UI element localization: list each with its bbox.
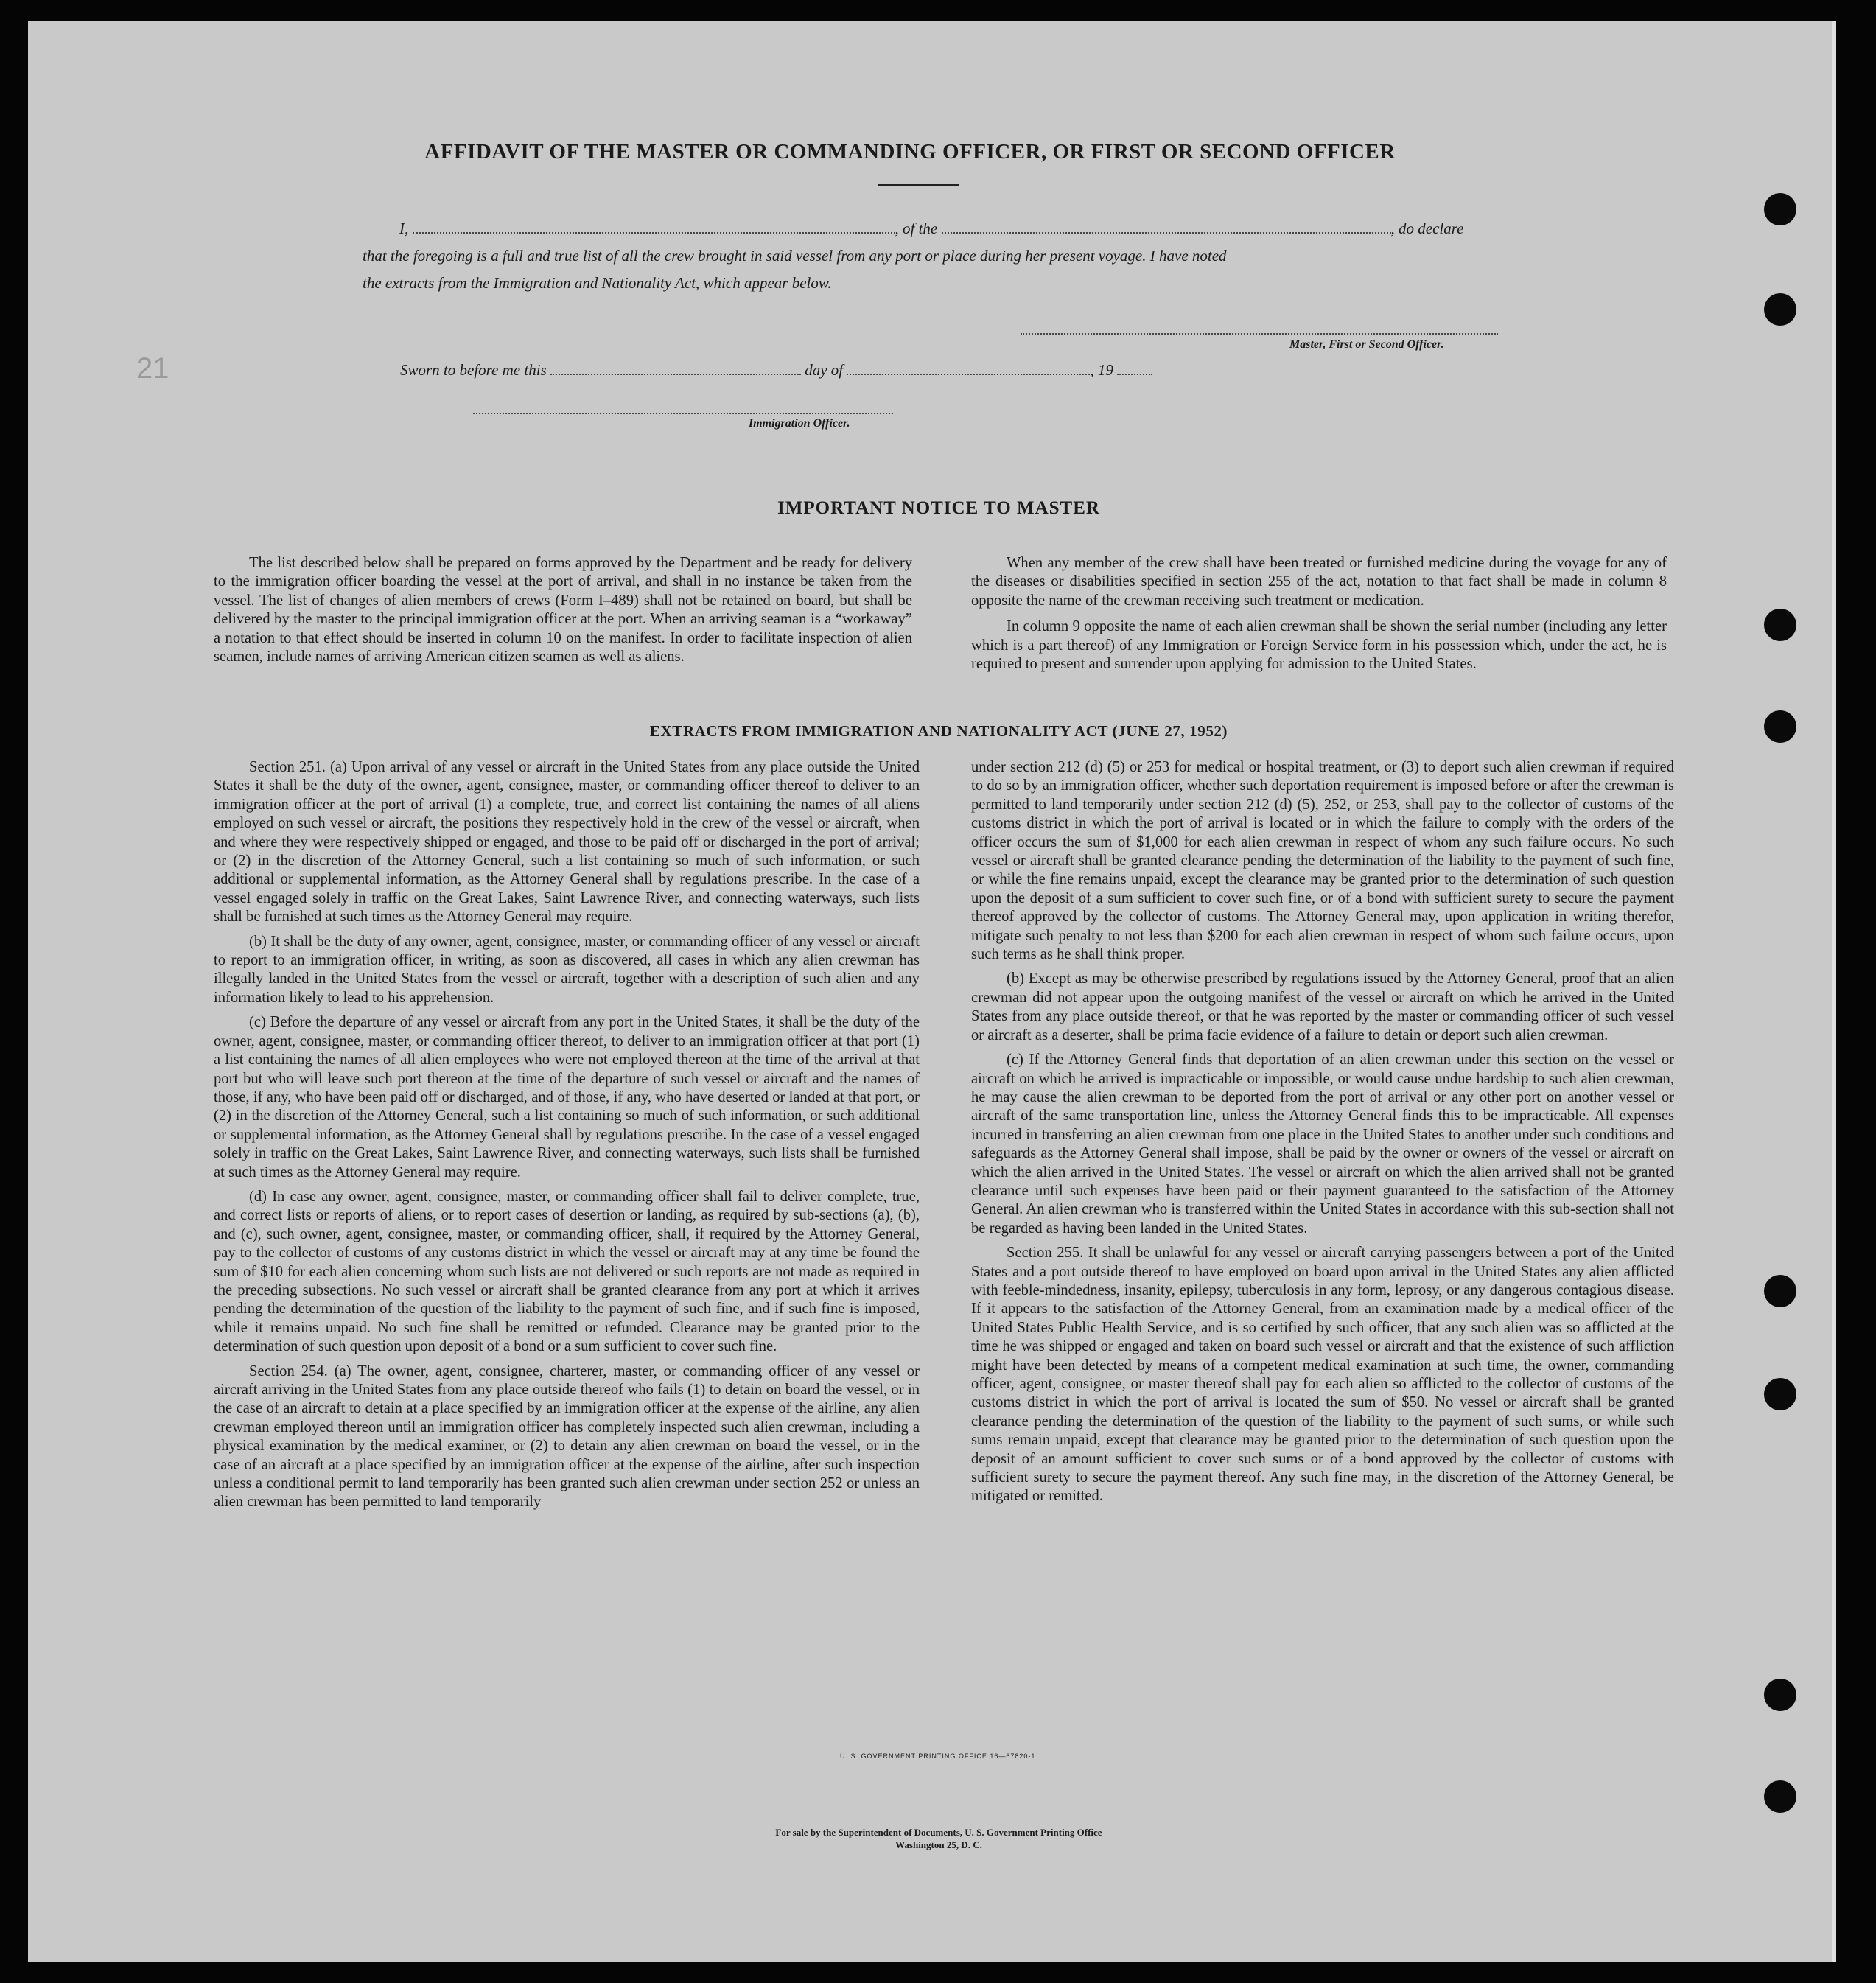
- sworn-label: Sworn to before me this: [400, 361, 547, 379]
- notice-right-column: [971, 554, 1667, 679]
- section-251-a: Section 251. (a) Upon arrival of any vessel or aircraft in the United States from any place outside the United States it shall be the duty of the owner, agent, consignee, master, or commanding officer thereof to deliver to an immigration officer at the port of arrival (1) a complete, true, and correct list containing the names of all aliens employed on such vessel or aircraft, the positions they respectively hold in the crew of the vessel or aircraft, when and where they were respectively shipped or engaged, and those to be paid off or discharged in the port of arrival; or (2) in the discretion of the Attorney General, such a list containing so much of such information, or such additional or supplemental information, as the Attorney General shall by regulations prescribe. In the case of a vessel engaged solely in traffic on the Great Lakes, Saint Lawrence River, and connecting waterways, such lists shall be furnished at such times as the Attorney General may require.: [214, 759, 920, 926]
- declaration-line-2: the extracts from the Immigration and Nationality Act, which appear below.: [363, 274, 832, 292]
- vessel-blank[interactable]: [942, 232, 1391, 234]
- master-caption: Master, First or Second Officer.: [1289, 338, 1444, 351]
- notice-left-paragraph: The list described below shall be prepared on forms approved by the Department and be ready for delivery to the immigration officer boarding the vessel at the port of arrival, and shall in no instance be taken from the vessel. The list of changes of alien members of crews (Form I–489) shall not be retained on board, but shall be delivered by the master to the principal immigration officer at the port. When an arriving seaman is a “workaway” a notation to that effect should be inserted in column 10 on the manifest. In order to facilitate inspection of alien seamen, include names of arriving American citizen seamen as well as aliens.: [214, 555, 912, 665]
- margin-page-number: 21: [136, 352, 169, 385]
- binder-hole: [1764, 193, 1796, 225]
- year-label: , 19: [1090, 361, 1113, 379]
- section-251-d: (d) In case any owner, agent, consignee, master, or commanding officer shall fail to deliver complete, true, and correct lists or reports of aliens, or to report cases of desertion or landing, as required by sub-sections (a), (b), and (c), such owner, agent, consignee, master, or commanding officer, shall, if required by the Attorney General, pay to the collector of customs of any customs district in which the vessel or aircraft may at any time be found the sum of $10 for each alien concerning whom such lists are not delivered or such reports are not made as required in the preceding subsections. No such vessel or aircraft shall be granted clearance from any port at which it arrives pending the determination of the question of the liability to the payment of such fine, and if such fine is imposed, while it remains unpaid. No such fine shall be remitted or refunded. Clearance may be granted prior to the determination of such question upon deposit of a bond or a sum sufficient to cover such fine.: [214, 1188, 920, 1355]
- binder-hole: [1764, 1679, 1796, 1711]
- binder-hole: [1764, 609, 1796, 641]
- master-signature-line[interactable]: [1021, 333, 1498, 335]
- affidavit-declare-line: [399, 220, 1519, 238]
- i-label: I,: [399, 220, 409, 237]
- sworn-month-blank[interactable]: [847, 374, 1090, 375]
- section-255: Section 255. It shall be unlawful for any vessel or aircraft carrying passengers between a port of the United States and a port outside thereof to have employed on board upon arrival in the United States any alien afflicted with feeble-mindedness, insanity, epilepsy, tuberculosis in any form, leprosy, or any dangerous contagious disease. If it appears to the satisfaction of the Attorney General, from an examination made by a medical officer of the United States Public Health Service, and is so certified by such officer, that any such alien was so afflicted at the time he was shipped or engaged and taken on board such vessel or aircraft and that the existence of such affliction might have been detected by means of a competent medical examination at such time, the owner, commanding officer, agent, consignee, or master thereof shall pay for each alien so afflicted to the collector of customs of the customs district in which the port of arrival is located the sum of $50. No vessel or aircraft shall be granted clearance pending the determination of the question of the liability to the payment of such sums, or while such sums remain unpaid, except that clearance may be granted prior to the determination of such question upon the deposit of an amount sufficient to cover such sums or of a bond approved by the collector of customs with sufficient surety to secure the payment thereof. Any such fine may, in the discretion of the Attorney General, be mitigated or remitted.: [971, 1245, 1674, 1505]
- sale-line-1: For sale by the Superintendent of Documents, U. S. Government Printing Office: [775, 1827, 1102, 1838]
- section-254-c: (c) If the Attorney General finds that deportation of an alien crewman under this section on the vessel or aircraft on which he arrived is impracticable or impossible, or would cause undue hardship to such alien crewman, he may cause the alien crewman to be deported from the port of arrival or any other port on another vessel or aircraft of the same transportation line, unless the Attorney General finds this to be impracticable. All expenses incurred in transferring an alien crewman from one place in the United States to another under such conditions and safeguards as the Attorney General shall impose, shall be paid by the owner or owners of the vessel or aircraft on which the alien arrived in the United States. The vessel or aircraft on which the alien arrived shall not be granted clearance until such expenses have been paid or their payment guaranteed to the satisfaction of the Attorney General. An alien crewman who is transferred within the United States in accordance with this sub-section shall not be regarded as having been landed in the United States.: [971, 1052, 1674, 1237]
- binder-hole: [1764, 1275, 1796, 1307]
- notice-right-paragraph-2: In column 9 opposite the name of each alien crewman shall be shown the serial number (including any letter which is a part thereof) of any Immigration or Foreign Service form in his possession which, under the act, he is required to present and surrender upon applying for admission to the United States.: [971, 618, 1667, 673]
- day-of-label: day of: [805, 361, 844, 379]
- title-rule: [878, 184, 959, 186]
- name-blank[interactable]: [413, 232, 895, 234]
- sworn-day-blank[interactable]: [550, 374, 801, 375]
- binder-hole: [1764, 1378, 1796, 1410]
- declaration-line-1: that the foregoing is a full and true list of all the crew brought in said vessel from any port or place during her present voyage. I have noted: [363, 247, 1227, 265]
- do-declare-label: , do declare: [1390, 220, 1464, 237]
- affidavit-title: AFFIDAVIT OF THE MASTER OR COMMANDING OFFICER, OR FIRST OR SECOND OFFICER: [424, 140, 1396, 164]
- section-251-b: (b) It shall be the duty of any owner, agent, consignee, master, or commanding officer of any vessel or aircraft to report to an immigration officer, in writing, as soon as discovered, all cases in which any alien crewman has illegally landed in the United States from the vessel or aircraft, together with a description of such alien and any information likely to lead to his apprehension.: [214, 933, 920, 1006]
- sale-line-2: Washington 25, D. C.: [895, 1839, 982, 1850]
- notice-left-column: [214, 554, 912, 672]
- extracts-left-column: [214, 758, 920, 1518]
- of-the-label: , of the: [895, 220, 938, 237]
- notice-right-paragraph-1: When any member of the crew shall have been treated or furnished medicine during the voyage for any of the diseases or disabilities specified in section 255 of the act, notation to that fact shall be made in column 8 opposite the name of the crewman receiving such treatment or medication.: [971, 555, 1667, 609]
- binder-hole: [1764, 1780, 1796, 1813]
- section-254-b: (b) Except as may be otherwise prescribed by regulations issued by the Attorney General, proof that an alien crewman did not appear upon the outgoing manifest of the vessel or aircraft on which he arrived in the United States from any place outside thereof, or that he was reported by the master or commanding officer of such vessel or aircraft as a deserter, shall be prima facie evidence of a failure to detain or deport such alien crewman.: [971, 970, 1674, 1043]
- extracts-title: EXTRACTS FROM IMMIGRATION AND NATIONALITY ACT (JUNE 27, 1952): [649, 722, 1228, 740]
- section-254-a-continued: under section 212 (d) (5) or 253 for medical or hospital treatment, or (3) to deport such alien crewman if required to do so by an immigration officer, whether such deportation requirement is imposed before or after the crewman is permitted to land temporarily under section 212 (d) (5), 252, or 253, shall pay to the collector of customs of the customs district in which the port of arrival is located or in which the failure to comply with the orders of the officer occurs the sum of $1,000 for each alien crewman in respect of whom any such failure occurs. No such vessel or aircraft shall be granted clearance pending the determination of the liability to the payment of such fine, or while the fine remains unpaid, except the clearance may be granted prior to the determination of such question upon the deposit of a sum sufficient to cover such fine, or of a bond with sufficient surety to secure the payment thereof approved by the collector of customs. The Attorney General may, upon application in writing therefor, mitigate such penalty to not less than $200 for each alien crewman in respect of whom such failure occurs, upon such terms as he shall think proper.: [971, 759, 1674, 963]
- sale-notice: [0, 1826, 1876, 1851]
- section-254-a: Section 254. (a) The owner, agent, consignee, charterer, master, or commanding officer of any vessel or aircraft arriving in the United States from any place outside thereof who fails (1) to detain on board the vessel, or in the case of an aircraft to detain at a place specified by an immigration officer at the expense of the airline, any alien crewman employed thereon until an immigration officer has completely inspected such alien crewman, including a physical examination by the medical examiner, or (2) to detain any alien crewman on board the vessel, or in the case of an aircraft at a place specified by an immigration officer at the expense of the airline, after such inspection unless a conditional permit to land temporarily has been granted such alien crewman under section 252 or unless an alien crewman has been permitted to land temporarily: [214, 1363, 920, 1511]
- printing-office-line: U. S. GOVERNMENT PRINTING OFFICE 16—67820-1: [840, 1752, 1036, 1760]
- sworn-year-blank[interactable]: [1117, 374, 1152, 375]
- section-251-c: (c) Before the departure of any vessel or aircraft from any port in the United States, it shall be the duty of the owner, agent, consignee, master, or commanding officer thereof, to deliver to an immigration officer at that port (1) a list containing the names of all alien employees who were not employed thereon at the time of the arrival at that port but who will leave such port thereon at the time of the departure of such vessel or aircraft and the names of those, if any, who have been paid off or discharged, and of those, if any, who have deserted or landed at that port, or (2) in the discretion of the Attorney General, such a list containing so much of such information, or such additional or supplemental information, as the Attorney General shall by regulations prescribe. In the case of a vessel engaged solely in traffic on the Great Lakes, Saint Lawrence River, and connecting waterways, such lists shall be furnished at such times as the Attorney General may require.: [214, 1014, 920, 1181]
- notice-title: IMPORTANT NOTICE TO MASTER: [777, 498, 1100, 518]
- sworn-line: [400, 361, 1255, 380]
- immigration-officer-signature-line[interactable]: [473, 413, 893, 414]
- binder-hole: [1764, 293, 1796, 326]
- extracts-right-column: [971, 758, 1674, 1512]
- immigration-officer-caption: Immigration Officer.: [749, 417, 850, 430]
